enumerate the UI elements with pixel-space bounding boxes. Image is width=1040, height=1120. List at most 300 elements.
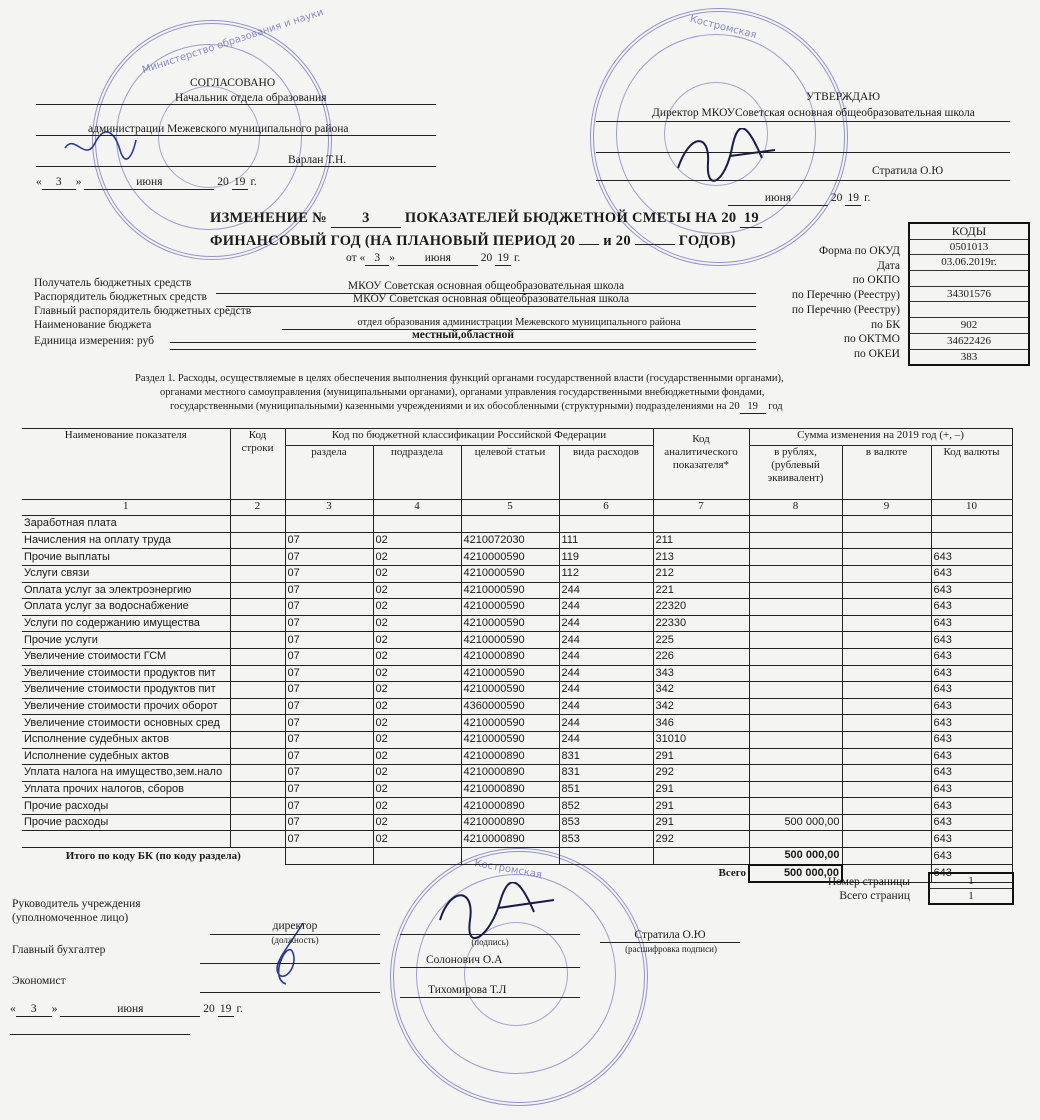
header-target: целевой статьи (461, 445, 559, 499)
table-row (22, 682, 1012, 699)
cell-cur (842, 648, 931, 665)
cell-cur (842, 549, 931, 566)
table-row (22, 781, 1012, 798)
cell-cur (842, 565, 931, 582)
cell-name: Заработная плата (22, 516, 230, 533)
cell-sub: 02 (373, 599, 461, 616)
info-manager-label: Распорядитель бюджетных средств (34, 291, 207, 303)
cell-line (230, 516, 285, 533)
cell-type: 244 (559, 632, 653, 649)
info-main-manager-value: отдел образования администрации Межевского муниципального района (357, 317, 681, 328)
cell-an: 291 (653, 748, 749, 765)
cell-cur (842, 532, 931, 549)
cell-cur (842, 731, 931, 748)
cell-line (230, 648, 285, 665)
total-bk-rub: 500 000,00 (749, 848, 842, 865)
cell-cur (842, 665, 931, 682)
cell-name: Оплата услуг за водоснабжение (22, 599, 230, 616)
cell-target: 4210000590 (461, 715, 559, 732)
cell-sub: 02 (373, 682, 461, 699)
cell-target: 4210000590 (461, 599, 559, 616)
cell-cc: 643 (931, 715, 1012, 732)
cell-sub: 02 (373, 814, 461, 831)
cell-type (559, 516, 653, 533)
cell-rub (749, 715, 842, 732)
cell-rub (749, 516, 842, 533)
cell-sec: 07 (285, 615, 373, 632)
table-row (22, 798, 1012, 815)
cell-cc (931, 516, 1012, 533)
code-bk: 902 (910, 318, 1028, 334)
cell-rub (749, 682, 842, 699)
page-info-labels: Номер страницы Всего страниц (827, 876, 910, 902)
cell-cur (842, 682, 931, 699)
budget-table (22, 428, 1013, 883)
cell-name: Исполнение судебных актов (22, 748, 230, 765)
header-currency-code: Код валюты (931, 445, 1012, 499)
cell-rub (749, 532, 842, 549)
sign-accountant-label: Главный бухгалтер (12, 944, 106, 956)
document-date: от « 3 » июня 20 19 г. (346, 252, 521, 264)
cell-an: 31010 (653, 731, 749, 748)
cell-target: 4210000590 (461, 549, 559, 566)
cell-name: Начисления на оплату труда (22, 532, 230, 549)
stamp-left-text: Министерство образования и науки (140, 6, 325, 77)
cell-cc: 643 (931, 748, 1012, 765)
sign-name-caption: (расшифровка подписи) (625, 944, 717, 954)
header-name: Наименование показателя (22, 429, 230, 500)
cell-target: 4210000890 (461, 748, 559, 765)
codes-header: КОДЫ (910, 224, 1028, 240)
document-number: 3 (331, 210, 401, 228)
sign-head-label: Руководитель учреждения (12, 898, 141, 910)
cell-name: Услуги связи (22, 565, 230, 582)
cell-rub (749, 698, 842, 715)
cell-rub (749, 648, 842, 665)
cell-rub (749, 781, 842, 798)
cell-target: 4210000590 (461, 615, 559, 632)
cell-rub (749, 765, 842, 782)
cell-type: 244 (559, 648, 653, 665)
cell-name: Прочие выплаты (22, 549, 230, 566)
approved-left-position: Начальник отдела образования (175, 92, 327, 104)
info-unit-label: Единица измерения: руб (34, 335, 154, 347)
codes-box (908, 222, 1030, 366)
cell-type: 119 (559, 549, 653, 566)
cell-sec: 07 (285, 648, 373, 665)
cell-an: 346 (653, 715, 749, 732)
table-row (22, 599, 1012, 616)
cell-name: Прочие услуги (22, 632, 230, 649)
cell-sec: 07 (285, 731, 373, 748)
cell-target: 4210000890 (461, 831, 559, 848)
cell-sub: 02 (373, 648, 461, 665)
cell-line (230, 765, 285, 782)
table-row (22, 731, 1012, 748)
cell-line (230, 798, 285, 815)
cell-name: Прочие расходы (22, 798, 230, 815)
header-sum: Сумма изменения на 2019 год (+, –) (749, 429, 1012, 446)
cell-cc: 643 (931, 814, 1012, 831)
cell-sub: 02 (373, 781, 461, 798)
cell-line (230, 814, 285, 831)
approved-left-date: « 3 » июня 20 19 г. (36, 176, 257, 188)
stamp-bottom-text: Костромская (473, 858, 543, 881)
cell-sec: 07 (285, 582, 373, 599)
section-line1: Раздел 1. Расходы, осуществляемые в целях обеспечения выполнения функций органами государственной власти (государственными органами), (135, 373, 784, 384)
cell-an: 292 (653, 765, 749, 782)
cell-type: 111 (559, 532, 653, 549)
cell-sub: 02 (373, 615, 461, 632)
cell-rub (749, 582, 842, 599)
cell-name: Оплата услуг за электроэнергию (22, 582, 230, 599)
cell-name: Уплата прочих налогов, сборов (22, 781, 230, 798)
cell-name: Исполнение судебных актов (22, 731, 230, 748)
cell-name: Уплата налога на имущество,зем.нало (22, 765, 230, 782)
cell-sub: 02 (373, 549, 461, 566)
info-budget-label: Наименование бюджета (34, 319, 152, 331)
cell-line (230, 698, 285, 715)
table-row (22, 831, 1012, 848)
cell-cc: 643 (931, 765, 1012, 782)
cell-line (230, 781, 285, 798)
cell-sec: 07 (285, 814, 373, 831)
signature-right (670, 128, 780, 188)
cell-target: 4210000590 (461, 565, 559, 582)
code-okpo (910, 271, 1028, 287)
grand-total-rub: 500 000,00 (749, 865, 842, 883)
code-okud: 0501013 (910, 240, 1028, 256)
cell-cur (842, 632, 931, 649)
cell-an: 213 (653, 549, 749, 566)
cell-line (230, 682, 285, 699)
cell-target: 4360000590 (461, 698, 559, 715)
cell-cur (842, 814, 931, 831)
cell-line (230, 565, 285, 582)
cell-cur (842, 698, 931, 715)
info-recipient-label: Получатель бюджетных средств (34, 277, 192, 289)
header-currency: в валюте (842, 445, 931, 499)
cell-rub (749, 632, 842, 649)
header-line-code: Код строки (230, 429, 285, 500)
cell-target: 4210000590 (461, 682, 559, 699)
cell-an: 225 (653, 632, 749, 649)
cell-cur (842, 798, 931, 815)
table-row (22, 565, 1012, 582)
sign-accountant-name: Солонович О.А (426, 954, 503, 966)
cell-rub (749, 615, 842, 632)
document-title-line1: ИЗМЕНЕНИЕ № 3 ПОКАЗАТЕЛЕЙ БЮДЖЕТНОЙ СМЕТЫ НА 20 19 (210, 210, 762, 228)
cell-an: 291 (653, 798, 749, 815)
table-row (22, 698, 1012, 715)
cell-name: Прочие расходы (22, 814, 230, 831)
code-registry-2 (910, 302, 1028, 318)
cell-an: 221 (653, 582, 749, 599)
cell-cc: 643 (931, 665, 1012, 682)
info-main-manager-label: Главный распорядитель бюджетных средств (34, 305, 252, 317)
cell-sub: 02 (373, 698, 461, 715)
table-row (22, 765, 1012, 782)
cell-cc: 643 (931, 615, 1012, 632)
cell-target: 4210000590 (461, 582, 559, 599)
section-line2: органами местного самоуправления (муниципальными органами), органами управления государственными внебюджетными фондами, (160, 387, 765, 398)
table-row (22, 582, 1012, 599)
cell-name: Увеличение стоимости продуктов пит (22, 682, 230, 699)
cell-sec: 07 (285, 632, 373, 649)
cell-sub: 02 (373, 582, 461, 599)
cell-rub (749, 831, 842, 848)
cell-sub: 02 (373, 798, 461, 815)
cell-cc: 643 (931, 798, 1012, 815)
page-number: 1 (930, 874, 1012, 889)
cell-name: Увеличение стоимости продуктов пит (22, 665, 230, 682)
cell-an: 226 (653, 648, 749, 665)
section-line3: государственными (муниципальными) казенными учреждениями и их обособленными (структурными) подразделениями на 20 19 год (170, 401, 783, 412)
cell-type: 853 (559, 831, 653, 848)
cell-an: 211 (653, 532, 749, 549)
table-row (22, 715, 1012, 732)
cell-target: 4210000590 (461, 731, 559, 748)
cell-sec: 07 (285, 698, 373, 715)
cell-cc: 643 (931, 731, 1012, 748)
cell-sec: 07 (285, 781, 373, 798)
cell-an: 343 (653, 665, 749, 682)
approved-right-heading: УТВЕРЖДАЮ (806, 91, 881, 103)
table-row (22, 665, 1012, 682)
page-info-box (928, 872, 1014, 905)
header-section: раздела (285, 445, 373, 499)
table-row (22, 814, 1012, 831)
cell-target: 4210000590 (461, 632, 559, 649)
approved-left-heading: СОГЛАСОВАНО (190, 77, 276, 89)
sign-economist-label: Экономист (12, 975, 66, 987)
total-bk-cc: 643 (931, 848, 1012, 865)
cell-cur (842, 781, 931, 798)
cell-target: 4210072030 (461, 532, 559, 549)
cell-sec (285, 516, 373, 533)
info-recipient-value: МКОУ Советская основная общеобразовательная школа (347, 280, 625, 292)
cell-cur (842, 748, 931, 765)
cell-sub: 02 (373, 715, 461, 732)
grand-total-label: Всего (718, 867, 746, 880)
cell-type: 244 (559, 715, 653, 732)
cell-sec: 07 (285, 748, 373, 765)
header-rub: в рублях, (рублевый эквивалент) (749, 445, 842, 499)
cell-sec: 07 (285, 565, 373, 582)
cell-sec: 07 (285, 682, 373, 699)
cell-type: 852 (559, 798, 653, 815)
cell-type: 244 (559, 615, 653, 632)
cell-sub: 02 (373, 632, 461, 649)
sign-caption: (подпись) (471, 937, 509, 947)
cell-target: 4210000890 (461, 814, 559, 831)
sign-head-name: Стратила О.Ю (634, 929, 706, 941)
cell-sec: 07 (285, 765, 373, 782)
table-row (22, 648, 1012, 665)
total-bk-label: Итого по коду БК (по коду раздела) (65, 849, 241, 862)
cell-target: 4210000590 (461, 665, 559, 682)
table-row (22, 632, 1012, 649)
table-row (22, 615, 1012, 632)
cell-sec: 07 (285, 665, 373, 682)
cell-cc: 643 (931, 831, 1012, 848)
cell-rub (749, 748, 842, 765)
cell-cur (842, 831, 931, 848)
cell-cc: 643 (931, 698, 1012, 715)
cell-name: Увеличение стоимости основных сред (22, 715, 230, 732)
cell-type: 244 (559, 599, 653, 616)
cell-line (230, 632, 285, 649)
cell-sec: 07 (285, 599, 373, 616)
cell-type: 244 (559, 731, 653, 748)
cell-sub: 02 (373, 532, 461, 549)
cell-line (230, 549, 285, 566)
header-analytic: Код аналитического показателя* (653, 429, 749, 500)
cell-type: 112 (559, 565, 653, 582)
cell-target: 4210000890 (461, 781, 559, 798)
cell-cur (842, 582, 931, 599)
approved-left-day: 3 (42, 177, 76, 190)
cell-cur (842, 765, 931, 782)
cell-target: 4210000890 (461, 648, 559, 665)
code-okei: 383 (960, 350, 978, 363)
cell-line (230, 715, 285, 732)
cell-cc: 643 (931, 648, 1012, 665)
code-date: 03.06.2019г. (910, 255, 1028, 271)
cell-line (230, 599, 285, 616)
code-oktmo: 34622426 (910, 334, 1028, 350)
approved-left-name: Варлан Т.Н. (288, 154, 347, 166)
cell-cc: 643 (931, 549, 1012, 566)
table-row (22, 549, 1012, 566)
cell-line (230, 532, 285, 549)
cell-target: 4210000890 (461, 765, 559, 782)
cell-cc (931, 532, 1012, 549)
cell-sec: 07 (285, 549, 373, 566)
header-subsection: подраздела (373, 445, 461, 499)
cell-rub (749, 599, 842, 616)
table-row (22, 516, 1012, 533)
page-total: 1 (968, 890, 974, 902)
signature-director (430, 882, 560, 942)
info-budget-value: местный,областной (411, 329, 515, 341)
cell-sub: 02 (373, 731, 461, 748)
sign-head-position: директор (272, 920, 318, 932)
cell-name: Услуги по содержанию имущества (22, 615, 230, 632)
cell-rub: 500 000,00 (749, 814, 842, 831)
cell-sub (373, 516, 461, 533)
cell-sub: 02 (373, 748, 461, 765)
cell-type: 831 (559, 748, 653, 765)
stamp-right-text: Костромская (688, 13, 758, 42)
cell-cc: 643 (931, 565, 1012, 582)
cell-type: 244 (559, 682, 653, 699)
header-bk: Код по бюджетной классификации Российской Федерации (285, 429, 653, 446)
info-manager-value: МКОУ Советская основная общеобразовательная школа (352, 293, 630, 305)
cell-an: 291 (653, 781, 749, 798)
cell-an: 291 (653, 814, 749, 831)
cell-rub (749, 731, 842, 748)
sign-position-caption: (должность) (271, 935, 319, 945)
cell-cc: 643 (931, 632, 1012, 649)
table-row (22, 532, 1012, 549)
cell-sub: 02 (373, 665, 461, 682)
header-type: вида расходов (559, 445, 653, 499)
approved-right-month: июня (728, 193, 828, 206)
cell-sec: 07 (285, 532, 373, 549)
cell-cur (842, 516, 931, 533)
cell-line (230, 582, 285, 599)
cell-cur (842, 615, 931, 632)
cell-type: 851 (559, 781, 653, 798)
column-numbers-row: 1 2 3 4 5 6 7 8 9 10 (22, 499, 1012, 516)
cell-name (22, 831, 230, 848)
cell-an: 212 (653, 565, 749, 582)
cell-type: 831 (559, 765, 653, 782)
cell-rub (749, 549, 842, 566)
sign-date: « 3 » июня 20 19 г. (10, 1003, 243, 1015)
cell-line (230, 665, 285, 682)
cell-type: 244 (559, 582, 653, 599)
cell-line (230, 831, 285, 848)
cell-target: 4210000890 (461, 798, 559, 815)
cell-type: 853 (559, 814, 653, 831)
cell-type: 244 (559, 665, 653, 682)
approved-right-date: июня 20 19 г. (728, 193, 870, 206)
cell-line (230, 748, 285, 765)
cell-name: Увеличение стоимости прочих оборот (22, 698, 230, 715)
approved-left-month: июня (84, 177, 214, 190)
cell-name: Увеличение стоимости ГСМ (22, 648, 230, 665)
approved-right-name: Стратила О.Ю (872, 165, 944, 177)
cell-cur (842, 599, 931, 616)
cell-sub: 02 (373, 765, 461, 782)
codes-labels: Форма по ОКУД Дата по ОКПО по Перечню (Реестру) по Перечню (Реестру) по БК по ОКТМО по ОКЕИ (791, 245, 900, 360)
cell-an: 22330 (653, 615, 749, 632)
cell-rub (749, 565, 842, 582)
sign-head-label2: (уполномоченное лицо) (12, 912, 129, 924)
cell-sub: 02 (373, 831, 461, 848)
cell-an: 342 (653, 682, 749, 699)
cell-target (461, 516, 559, 533)
cell-rub (749, 798, 842, 815)
cell-an: 292 (653, 831, 749, 848)
cell-cc: 643 (931, 781, 1012, 798)
cell-an (653, 516, 749, 533)
cell-an: 22320 (653, 599, 749, 616)
cell-cc: 643 (931, 682, 1012, 699)
cell-cc: 643 (931, 599, 1012, 616)
cell-cur (842, 715, 931, 732)
approved-right-position: Директор МКОУСоветская основная общеобразовательная школа (652, 107, 975, 119)
cell-an: 342 (653, 698, 749, 715)
cell-sec: 07 (285, 798, 373, 815)
total-bk-row (22, 848, 1012, 865)
document-title-line2: ФИНАНСОВЫЙ ГОД (НА ПЛАНОВЫЙ ПЕРИОД 20 и 20 ГОДОВ) (210, 233, 736, 249)
cell-sec: 07 (285, 715, 373, 732)
cell-cc: 643 (931, 582, 1012, 599)
code-registry-1: 34301576 (910, 287, 1028, 303)
cell-line (230, 731, 285, 748)
grand-total-cc: 643 (931, 865, 1012, 883)
sign-economist-name: Тихомирова Т.Л (428, 984, 507, 996)
table-body (22, 516, 1012, 848)
cell-type: 244 (559, 698, 653, 715)
approved-left-org: администрации Межевского муниципального района (88, 123, 349, 135)
cell-line (230, 615, 285, 632)
cell-rub (749, 665, 842, 682)
cell-sub: 02 (373, 565, 461, 582)
